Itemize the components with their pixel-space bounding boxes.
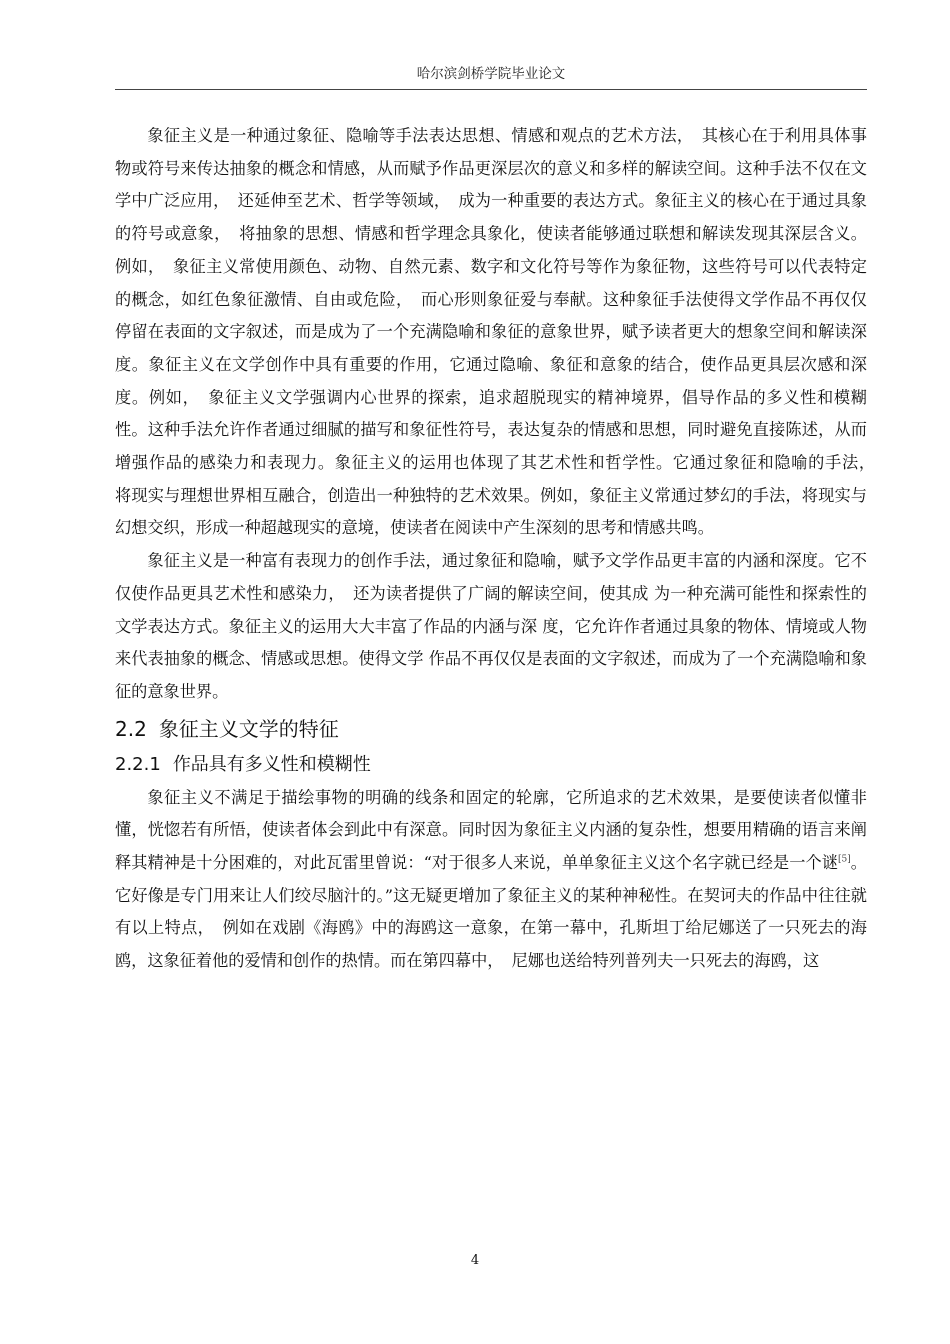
paragraph-2: 象征主义是一种富有表现力的创作手法，通过象征和隐喻，赋予文学作品更丰富的内涵和深度。它不仅使作品更具艺术性和感染力， 还为读者提供了广阔的解读空间，使其成 为一种充满可能性和探索性的文学表达方式。象征主义的运用大大丰富了作品的内涵与深 度，它允许作者通过具象的物体、情境或人物来代表抽象的概念、情感或思想。使得文学 作品不再仅仅是表面的文字叙述，而成为了一个充满隐喻和象征的意象世界。 [115,551,867,701]
paragraph-3-text-a: 象征主义不满足于描绘事物的明确的线条和固定的轮廓，它所追求的艺术效果，是要使读者似懂非懂，恍惚若有所悟，使读者体会到此中有深意。同时因为象征主义内涵的复杂性，想要用精确的语言来阐释其精神是十分困难的，对此瓦雷里曾说：“对于很多人来说，单单象征主义这个名字就已经是一个谜 [115,787,867,873]
citation-reference[interactable]: [5] [838,854,851,865]
running-header: 哈尔滨剑桥学院毕业论文 [416,66,566,82]
header-divider [115,89,867,90]
paragraph-3 [115,782,867,978]
page-number: 4 [470,1253,480,1268]
page-body [115,120,884,978]
section-number: 2.2 [115,716,147,741]
subsection-title: 作品具有多义性和模糊性 [172,753,371,775]
paragraph-1: 象征主义是一种通过象征、隐喻等手法表达思想、情感和观点的艺术方法， 其核心在于利用具体事物或符号来传达抽象的概念和情感，从而赋予作品更深层次的意义和多样的解读空间。这种手法不仅在文学中广泛应用， 还延伸至艺术、哲学等领域， 成为一种重要的表达方式。象征主义的核心在于通过具象的符号或意象， 将抽象的思想、情感和哲学理念具象化，使读者能够通过联想和解读发现其深层含义。例如， 象征主义常使用颜色、动物、自然元素、数字和文化符号等作为象征物，这些符号可以代表特定的概念，如红色象征激情、自由或危险， 而心形则象征爱与奉献。这种象征手法使得文学作品不再仅仅停留在表面的文字叙述，而是成为了一个充满隐喻和象征的意象世界，赋予读者更大的想象空间和解读深度。象征主义在文学创作中具有重要的作用，它通过隐喻、象征和意象的结合，使作品更具层次感和深度。例如， 象征主义文学强调内心世界的探索，追求超脱现实的精神境界，倡导作品的多义性和模糊性。这种手法允许作者通过细腻的描写和象征性符号，表达复杂的情感和思想，同时避免直接陈述，从而增强作品的感染力和表现力。象征主义的运用也体现了其艺术性和哲学性。它通过象征和隐喻的手法， 将现实与理想世界相互融合，创造出一种独特的艺术效果。例如，象征主义常通过梦幻的手法，将现实与幻想交织，形成一种超越现实的意境，使读者在阅读中产生深刻的思考和情感共鸣。 [115,126,884,538]
section-heading [115,715,867,743]
paragraph-3-text-b: 。它好像是专门用来让人们绞尽脑汁的。”这无疑更增加了象征主义的某种神秘性。在契诃夫的作品中往往就有以上特点， 例如在戏剧《海鸥》中的海鸥这一意象，在第一幕中，孔斯坦丁给尼娜送了一只死去的海鸥，这象征着他的爱情和创作的热情。而在第四幕中， 尼娜也送给特列普列夫一只死去的海鸥，这 [115,853,867,971]
subsection-number: 2.2.1 [115,753,161,775]
section-title: 象征主义文学的特征 [158,716,339,741]
subsection-heading [115,752,867,778]
